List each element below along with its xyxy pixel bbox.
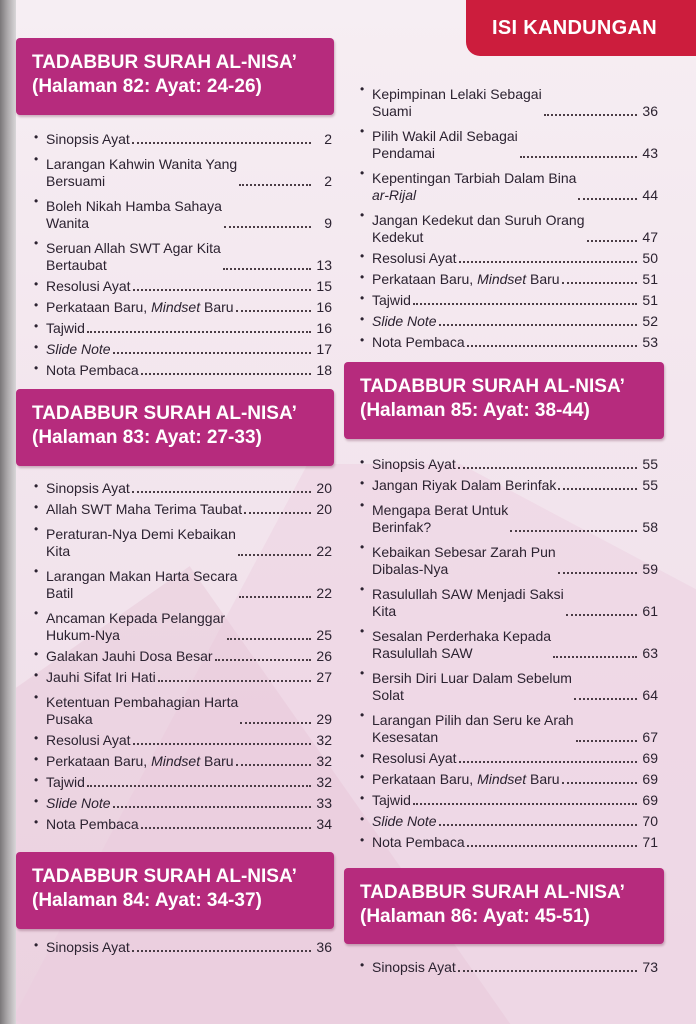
toc-entry-label: Resolusi Ayat [372,250,457,266]
toc-entry [360,620,658,662]
toc-entry [34,935,332,956]
dot-leader [87,785,311,787]
toc-entry-page: 52 [642,313,658,329]
toc-entry [34,190,332,232]
toc-entry-label: Seruan Allah SWT Agar Kita Bertaubat [46,240,221,273]
toc-list-ayat-38-44 [360,452,658,851]
toc-entry-label: Nota Pembaca [372,334,465,350]
toc-entry [34,665,332,686]
toc-entry [34,518,332,560]
toc-entry-page: 44 [642,187,658,203]
section-header-ayat-27-33 [16,389,334,466]
toc-entry [360,267,658,288]
toc-entry-page: 18 [316,362,332,378]
toc-entry-label: Slide Note [46,795,111,811]
book-spine-shadow [0,0,16,1024]
dot-leader [215,659,311,661]
toc-entry [34,148,332,190]
toc-entry [360,120,658,162]
toc-entry [34,497,332,518]
toc-entry [34,812,332,833]
bullet-icon: • [34,522,39,536]
toc-list-ayat-34-37-start [34,935,332,956]
dot-leader [510,530,637,532]
bullet-icon: • [360,291,365,305]
toc-entry [360,78,658,120]
section-title: TADABBUR SURAH AL-NISA’ [32,403,297,424]
toc-entry-label: Galakan Jauhi Dosa Besar [46,648,213,664]
dot-leader [133,743,311,745]
dot-leader [244,512,311,514]
toc-entry [34,316,332,337]
toc-entry [360,767,658,788]
dot-leader [458,467,637,469]
toc-entry-page: 58 [642,519,658,535]
toc-entry [34,791,332,812]
toc-entry-label: Slide Note [46,341,111,357]
toc-entry-label: Tajwid [372,792,411,808]
toc-entry-label: Jauhi Sifat Iri Hati [46,669,156,685]
toc-entry-page: 20 [316,480,332,496]
bullet-icon: • [34,152,39,166]
bullet-icon: • [360,540,365,554]
bullet-icon: • [360,476,365,490]
toc-entry-page: 47 [642,229,658,245]
toc-entry [34,602,332,644]
bullet-icon: • [360,455,365,469]
section-title: TADABBUR SURAH AL-NISA’ [360,882,625,903]
section-header-ayat-45-51 [344,868,664,944]
toc-entry [360,830,658,851]
dot-leader [553,656,637,658]
bullet-icon: • [34,794,39,808]
bullet-icon: • [34,194,39,208]
toc-entry-label: Sinopsis Ayat [372,959,456,975]
toc-entry-label: Larangan Makan Harta Secara Batil [46,568,238,601]
toc-entry [34,770,332,791]
toc-list-ayat-24-26 [34,127,332,379]
section-subtitle: (Halaman 82: Ayat: 24-26) [32,76,262,97]
section-title: TADABBUR SURAH AL-NISA’ [32,52,297,73]
toc-entry [360,662,658,704]
toc-entry [360,162,658,204]
dot-leader [113,352,311,354]
bullet-icon: • [34,647,39,661]
toc-entry-page: 69 [642,771,658,787]
bullet-icon: • [34,690,39,704]
toc-entry-label: Pilih Wakil Adil Sebagai Pendamai [372,128,518,161]
contents-tab: ISI KANDUNGAN [466,0,696,56]
toc-entry-page: 64 [642,687,658,703]
dot-leader [239,184,311,186]
toc-entry-page: 9 [324,215,332,231]
toc-entry-label: Mengapa Berat Untuk Berinfak? [372,502,509,535]
dot-leader [566,614,637,616]
bullet-icon: • [360,770,365,784]
toc-entry [34,560,332,602]
toc-entry-page: 20 [316,501,332,517]
bullet-icon: • [34,319,39,333]
toc-entry [360,288,658,309]
toc-entry-page: 33 [316,795,332,811]
toc-entry-page: 36 [642,103,658,119]
dot-leader [158,680,311,682]
bullet-icon: • [34,500,39,514]
toc-entry-label: Sinopsis Ayat [46,131,130,147]
toc-entry-page: 73 [642,959,658,975]
dot-leader [413,303,637,305]
toc-entry-page: 32 [316,732,332,748]
toc-entry-page: 61 [642,603,658,619]
toc-entry-page: 25 [316,627,332,643]
section-subtitle: (Halaman 86: Ayat: 45-51) [360,906,590,927]
toc-entry [360,746,658,767]
bullet-icon: • [34,773,39,787]
toc-entry-label: Nota Pembaca [372,834,465,850]
dot-leader [439,824,637,826]
toc-entry-page: 26 [316,648,332,664]
dot-leader [236,764,311,766]
dot-leader [223,268,311,270]
dot-leader [133,289,311,291]
section-title: TADABBUR SURAH AL-NISA’ [360,376,625,397]
bullet-icon: • [34,361,39,375]
toc-entry-page: 63 [642,645,658,661]
dot-leader [558,572,637,574]
bullet-icon: • [34,236,39,250]
bullet-icon: • [360,666,365,680]
toc-entry-label: Nota Pembaca [46,816,139,832]
dot-leader [132,491,311,493]
toc-entry-page: 43 [642,145,658,161]
toc-entry [34,127,332,148]
bullet-icon: • [360,166,365,180]
bullet-icon: • [34,130,39,144]
toc-entry [360,452,658,473]
bullet-icon: • [360,791,365,805]
bullet-icon: • [34,938,39,952]
toc-entry-label: Sinopsis Ayat [372,456,456,472]
toc-entry [34,644,332,665]
toc-entry-label: Larangan Kahwin Wanita Yang Bersuami [46,156,238,189]
bullet-icon: • [360,624,365,638]
bullet-icon: • [360,958,365,972]
toc-entry-page: 59 [642,561,658,577]
toc-entry-page: 51 [642,271,658,287]
toc-entry-label: Jangan Riyak Dalam Berinfak [372,477,557,493]
toc-entry-label: Kebaikan Sebesar Zarah Pun Dibalas-Nya [372,544,556,577]
dot-leader [132,142,311,144]
dot-leader [467,345,637,347]
dot-leader [239,596,311,598]
toc-entry-label: Resolusi Ayat [46,278,131,294]
dot-leader [141,373,311,375]
toc-entry [34,295,332,316]
bullet-icon: • [360,82,365,96]
toc-entry-label: Perkataan Baru, Mindset Baru [372,271,560,287]
bullet-icon: • [360,833,365,847]
toc-entry-page: 36 [316,939,332,955]
bullet-icon: • [360,270,365,284]
toc-entry-page: 67 [642,729,658,745]
toc-entry [34,476,332,497]
dot-leader [113,806,311,808]
section-subtitle: (Halaman 84: Ayat: 34-37) [32,890,262,911]
bullet-icon: • [360,333,365,347]
dot-leader [458,970,637,972]
toc-entry-page: 29 [316,711,332,727]
dot-leader [413,803,637,805]
toc-entry [360,204,658,246]
toc-entry-page: 32 [316,753,332,769]
dot-leader [459,761,637,763]
dot-leader [558,488,637,490]
toc-entry [360,246,658,267]
bullet-icon: • [34,564,39,578]
toc-entry-label: Slide Note [372,313,437,329]
toc-entry-label: Perkataan Baru, Mindset Baru [372,771,560,787]
dot-leader [236,310,311,312]
toc-entry [360,536,658,578]
bullet-icon: • [34,340,39,354]
toc-entry-page: 69 [642,750,658,766]
dot-leader [576,740,637,742]
toc-entry [360,473,658,494]
toc-entry-page: 15 [316,278,332,294]
toc-entry-label: Larangan Pilih dan Seru ke Arah Kesesatan [372,712,574,745]
toc-entry-label: Resolusi Ayat [372,750,457,766]
toc-entry-page: 22 [316,585,332,601]
dot-leader [439,324,637,326]
toc-entry [360,309,658,330]
toc-entry-label: Tajwid [372,292,411,308]
bullet-icon: • [360,498,365,512]
toc-entry [360,955,658,976]
dot-leader [227,638,311,640]
bullet-icon: • [360,708,365,722]
toc-list-ayat-45-51 [360,955,658,976]
bullet-icon: • [34,752,39,766]
toc-entry-page: 17 [316,341,332,357]
toc-entry-label: Tajwid [46,774,85,790]
dot-leader [87,331,311,333]
toc-entry [360,704,658,746]
dot-leader [132,950,311,952]
toc-entry-page: 50 [642,250,658,266]
toc-entry [34,337,332,358]
toc-entry-page: 71 [642,834,658,850]
bullet-icon: • [360,124,365,138]
toc-entry-page: 13 [316,257,332,273]
dot-leader [544,114,637,116]
section-subtitle: (Halaman 83: Ayat: 27-33) [32,427,262,448]
toc-entry-page: 34 [316,816,332,832]
toc-entry-label: Kepentingan Tarbiah Dalam Bina ar-Rijal [372,170,577,203]
toc-entry-label: Kepimpinan Lelaki Sebagai Suami [372,86,542,119]
toc-entry [34,232,332,274]
bullet-icon: • [360,812,365,826]
toc-entry-page: 2 [324,173,332,189]
toc-entry-page: 32 [316,774,332,790]
dot-leader [578,198,637,200]
dot-leader [574,698,637,700]
section-subtitle: (Halaman 85: Ayat: 38-44) [360,400,590,421]
dot-leader [587,240,638,242]
bullet-icon: • [34,668,39,682]
toc-entry [34,274,332,295]
toc-entry [360,578,658,620]
bullet-icon: • [360,312,365,326]
dot-leader [238,554,311,556]
bullet-icon: • [34,606,39,620]
bullet-icon: • [360,582,365,596]
toc-entry-label: Slide Note [372,813,437,829]
toc-entry-page: 16 [316,320,332,336]
toc-entry-page: 2 [324,131,332,147]
bullet-icon: • [34,277,39,291]
toc-entry-page: 70 [642,813,658,829]
dot-leader [562,282,637,284]
toc-entry-label: Rasulullah SAW Menjadi Saksi Kita [372,586,564,619]
dot-leader [459,261,637,263]
toc-entry [34,358,332,379]
toc-list-ayat-34-37-cont [360,78,658,351]
toc-entry-label: Sinopsis Ayat [46,939,130,955]
toc-entry-page: 53 [642,334,658,350]
dot-leader [562,782,637,784]
dot-leader [520,156,637,158]
toc-entry [360,330,658,351]
section-header-ayat-38-44 [344,362,664,439]
toc-entry [360,494,658,536]
toc-entry [360,809,658,830]
bullet-icon: • [34,298,39,312]
toc-entry-label: Bersih Diri Luar Dalam Sebelum Solat [372,670,572,703]
toc-entry-label: Ketentuan Pembahagian Harta Pusaka [46,694,239,727]
toc-entry-label: Tajwid [46,320,85,336]
toc-entry-page: 69 [642,792,658,808]
bullet-icon: • [360,749,365,763]
toc-entry-label: Nota Pembaca [46,362,139,378]
dot-leader [467,845,637,847]
toc-entry-label: Sinopsis Ayat [46,480,130,496]
bullet-icon: • [34,815,39,829]
toc-entry-label: Resolusi Ayat [46,732,131,748]
toc-entry-page: 22 [316,543,332,559]
toc-entry-label: Jangan Kedekut dan Suruh Orang Kedekut [372,212,585,245]
toc-entry-label: Peraturan-Nya Demi Kebaikan Kita [46,526,236,559]
toc-entry [34,749,332,770]
toc-entry-label: Ancaman Kepada Pelanggar Hukum-Nya [46,610,226,643]
toc-entry-page: 16 [316,299,332,315]
dot-leader [141,827,311,829]
section-header-ayat-34-37 [16,852,334,929]
toc-entry-label: Perkataan Baru, Mindset Baru [46,299,234,315]
toc-entry [34,686,332,728]
toc-list-ayat-27-33 [34,476,332,833]
section-title: TADABBUR SURAH AL-NISA’ [32,866,297,887]
bullet-icon: • [360,249,365,263]
bullet-icon: • [34,479,39,493]
bullet-icon: • [360,208,365,222]
toc-entry [34,728,332,749]
toc-entry [360,788,658,809]
toc-entry-label: Perkataan Baru, Mindset Baru [46,753,234,769]
toc-entry-page: 55 [642,477,658,493]
toc-entry-label: Sesalan Perderhaka Kepada Rasulullah SAW [372,628,552,661]
toc-entry-page: 51 [642,292,658,308]
dot-leader [240,722,311,724]
toc-entry-page: 55 [642,456,658,472]
toc-entry-label: Allah SWT Maha Terima Taubat [46,501,243,517]
bullet-icon: • [34,731,39,745]
toc-entry-label: Boleh Nikah Hamba Sahaya Wanita [46,198,222,231]
section-header-ayat-24-26 [16,38,334,115]
dot-leader [224,226,311,228]
toc-entry-page: 27 [316,669,332,685]
